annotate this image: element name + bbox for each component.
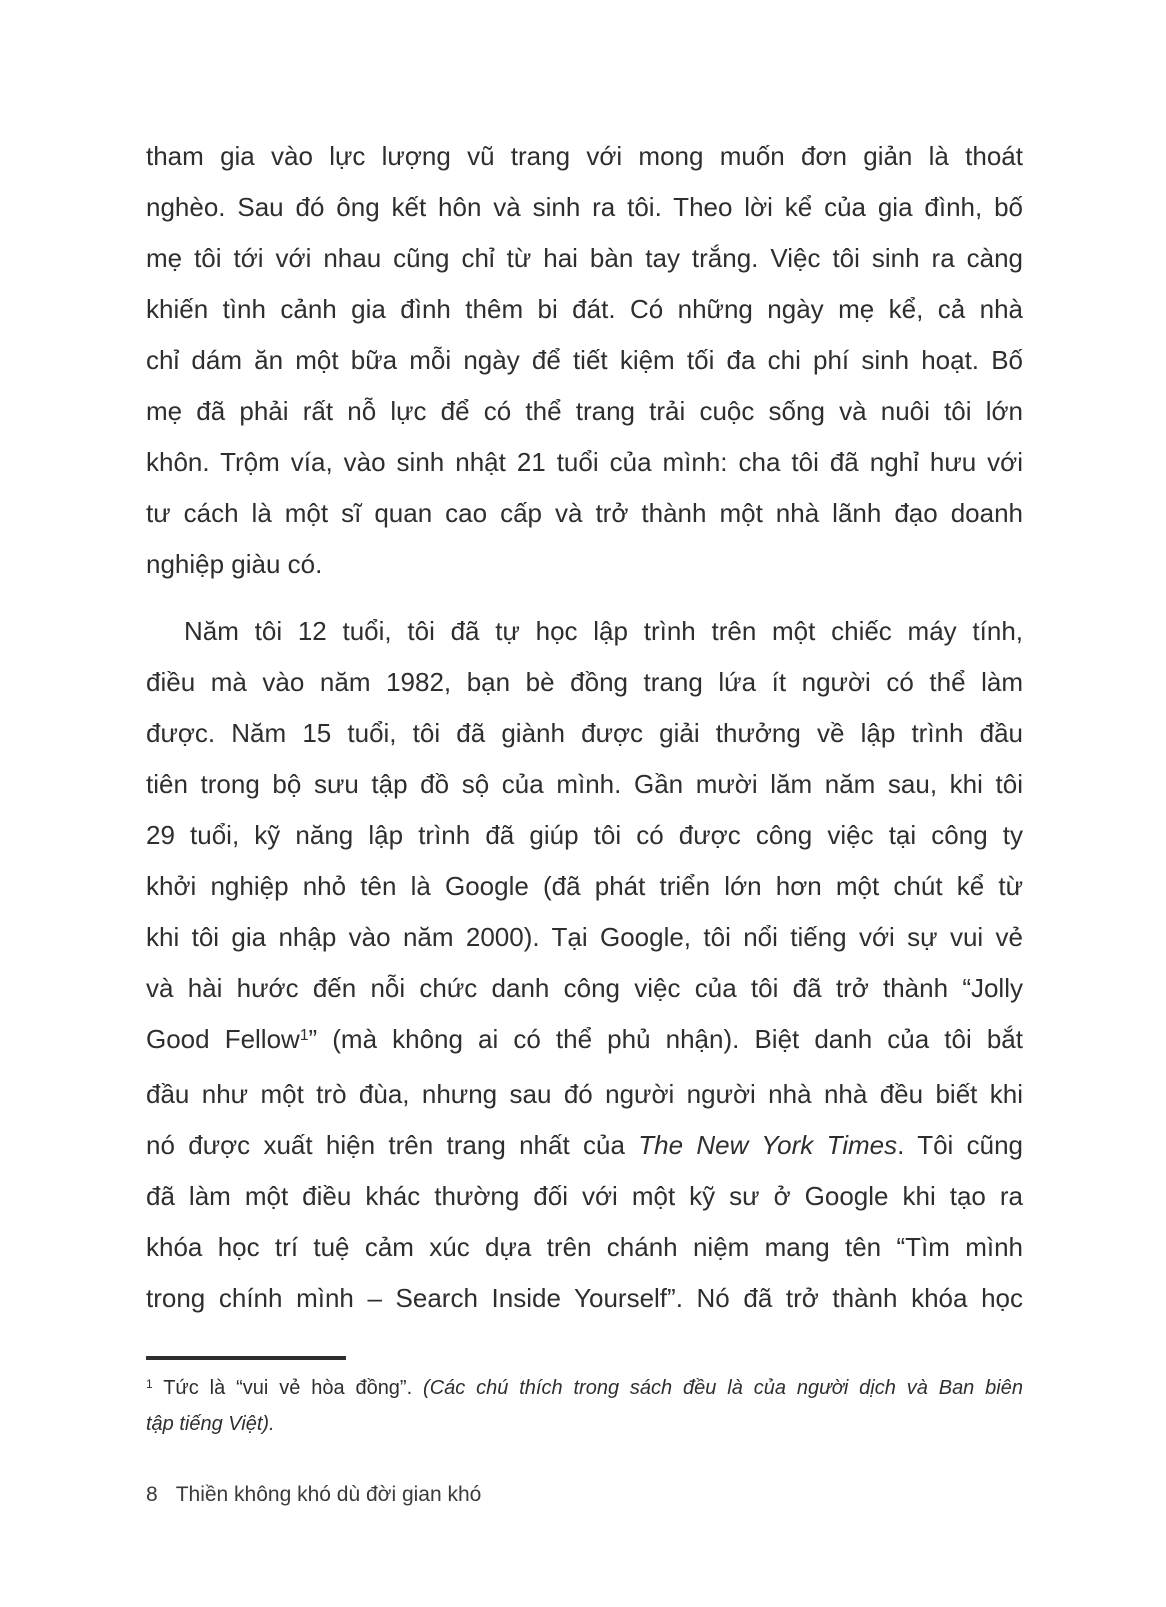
text-line: đầu như một trò đùa, nhưng sau đó người người nhà nhà đều biết khi bbox=[146, 1079, 1023, 1109]
paragraph bbox=[146, 606, 1023, 1324]
text-line: 29 tuổi, kỹ năng lập trình đã giúp tôi có được công việc tại công ty bbox=[146, 820, 1023, 850]
book-title: Thiền không khó dù đời gian khó bbox=[175, 1483, 482, 1506]
footnote bbox=[146, 1371, 1023, 1441]
body-text bbox=[146, 131, 1023, 1324]
text-line: chỉ dám ăn một bữa mỗi ngày để tiết kiệm tối đa chi phí sinh hoạt. Bố bbox=[146, 345, 1023, 375]
text-line: và hài hước đến nỗi chức danh công việc của tôi đã trở thành “Jolly bbox=[146, 973, 1023, 1003]
footnote-divider bbox=[146, 1356, 346, 1360]
text-line: điều mà vào năm 1982, bạn bè đồng trang lứa ít người có thể làm bbox=[146, 667, 1023, 697]
text-line: đã làm một điều khác thường đối với một kỹ sư ở Google khi tạo ra bbox=[146, 1181, 1023, 1211]
text-line: tư cách là một sĩ quan cao cấp và trở thành một nhà lãnh đạo doanh bbox=[146, 498, 1023, 528]
text-line: mẹ đã phải rất nỗ lực để có thể trang trải cuộc sống và nuôi tôi lớn bbox=[146, 396, 1023, 426]
text-line: tham gia vào lực lượng vũ trang với mong muốn đơn giản là thoát bbox=[146, 141, 1023, 171]
text-line: khiến tình cảnh gia đình thêm bi đát. Có những ngày mẹ kể, cả nhà bbox=[146, 294, 1023, 324]
text-line: tiên trong bộ sưu tập đồ sộ của mình. Gần mười lăm năm sau, khi tôi bbox=[146, 769, 1023, 799]
text-line: được. Năm 15 tuổi, tôi đã giành được giải thưởng về lập trình đầu bbox=[146, 718, 1023, 748]
text-line: khóa học trí tuệ cảm xúc dựa trên chánh niệm mang tên “Tìm mình bbox=[146, 1232, 1023, 1262]
page-number: 8 bbox=[146, 1483, 158, 1506]
text-line: khôn. Trộm vía, vào sinh nhật 21 tuổi của mình: cha tôi đã nghỉ hưu với bbox=[146, 447, 1023, 477]
text-line: nghiệp giàu có. bbox=[146, 549, 323, 579]
text-line: khởi nghiệp nhỏ tên là Google (đã phát triển lớn hơn một chút kể từ bbox=[146, 871, 1023, 901]
text-line: mẹ tôi tới với nhau cũng chỉ từ hai bàn tay trắng. Việc tôi sinh ra càng bbox=[146, 243, 1023, 273]
text-line: Năm tôi 12 tuổi, tôi đã tự học lập trình trên một chiếc máy tính, bbox=[184, 616, 1023, 646]
text-line: Good Fellow$^1$” (mà không ai có thể phủ nhận). Biệt danh của tôi bắt bbox=[146, 1024, 1023, 1054]
text-line: nó được xuất hiện trên trang nhất của The New York Times. Tôi cũng bbox=[146, 1130, 1024, 1160]
page-footer bbox=[146, 1483, 1023, 1507]
page-content bbox=[146, 131, 1023, 1507]
paragraph bbox=[146, 131, 1023, 590]
text-line: khi tôi gia nhập vào năm 2000). Tại Google, tôi nổi tiếng với sự vui vẻ bbox=[146, 922, 1023, 952]
text-line: trong chính mình – Search Inside Yourself”. Nó đã trở thành khóa học bbox=[146, 1283, 1023, 1313]
text-line: nghèo. Sau đó ông kết hôn và sinh ra tôi. Theo lời kể của gia đình, bố bbox=[146, 192, 1023, 222]
text-line: $^1$ Tức là “vui vẻ hòa đồng”. (Các chú thích trong sách đều là của người dịch và Ban biên bbox=[146, 1377, 1023, 1399]
text-line: tập tiếng Việt). bbox=[146, 1413, 275, 1435]
